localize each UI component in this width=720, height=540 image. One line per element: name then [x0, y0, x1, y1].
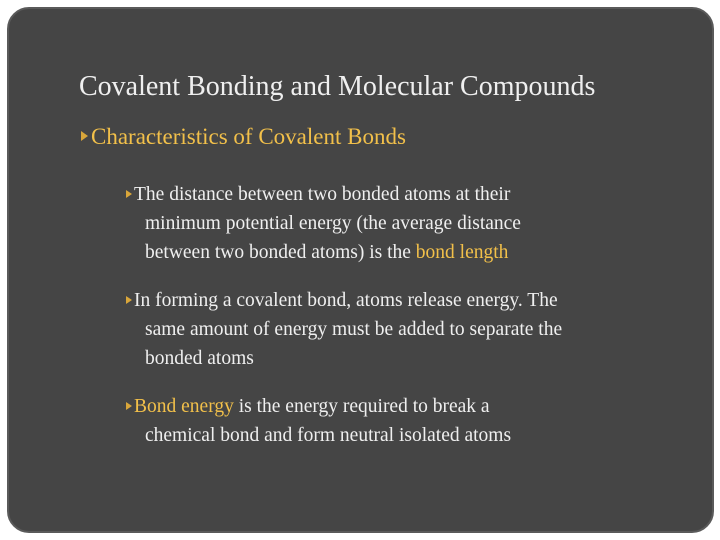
point-text: The distance between two bonded atoms at their	[134, 184, 511, 205]
slide-title: Covalent Bonding and Molecular Compounds	[79, 71, 596, 102]
bullet-arrow-icon	[126, 402, 132, 410]
point-text: In forming a covalent bond, atoms release energy. The	[134, 290, 558, 311]
bullet-point-bond-length	[124, 180, 684, 267]
section-heading	[81, 124, 406, 150]
slide	[7, 7, 714, 533]
point-text: same amount of energy must be added to separate the	[145, 319, 563, 340]
highlight-term: bond length	[415, 242, 509, 263]
bullet-point-energy-release	[124, 286, 684, 373]
point-text: between two bonded atoms) is the	[145, 242, 416, 263]
point-text: chemical bond and form neutral isolated atoms	[145, 425, 512, 446]
bullet-arrow-icon	[126, 190, 132, 198]
point-text: is the energy required to break a	[233, 396, 490, 417]
point-text: bonded atoms	[145, 348, 254, 369]
section-heading-text: Characteristics of Covalent Bonds	[91, 124, 406, 149]
highlight-term: Bond energy	[134, 396, 234, 417]
point-text-line	[124, 238, 684, 267]
bullet-point-bond-energy	[124, 392, 684, 450]
bullet-arrow-icon	[126, 296, 132, 304]
point-text: minimum potential energy (the average distance	[145, 213, 521, 234]
bullet-arrow-icon	[81, 131, 88, 141]
